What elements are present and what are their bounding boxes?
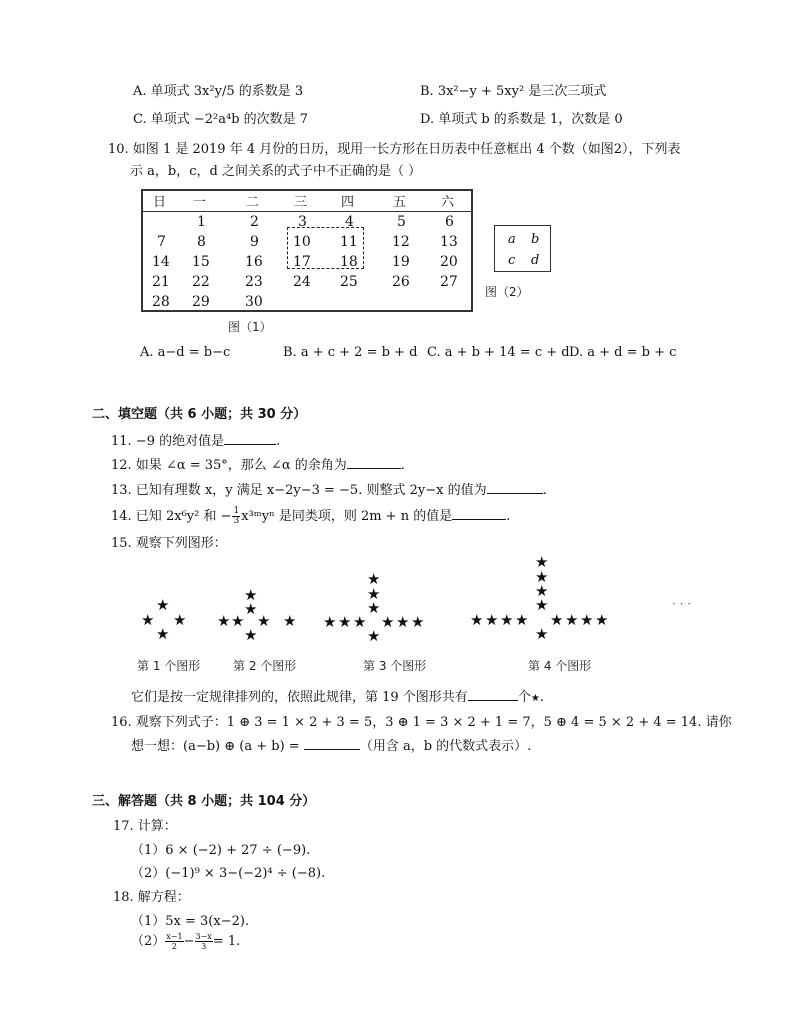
calendar-day: 8	[197, 234, 206, 250]
q15-text-c: 个	[517, 690, 531, 705]
calendar-day: 5	[397, 214, 406, 230]
calendar-header-cell: 日	[153, 195, 167, 210]
fig2-caption: 图（2）	[485, 285, 529, 299]
calendar-day: 6	[445, 214, 454, 230]
star-mark: ★	[244, 586, 258, 604]
q11-period: .	[276, 434, 281, 449]
star-mark: ★	[338, 613, 352, 631]
q11-text: 11. −9 的绝对值是	[111, 434, 225, 449]
calendar-day: 2	[250, 214, 259, 230]
q18-part2-rhs: = 1.	[212, 934, 241, 949]
star-mark: ★	[381, 613, 395, 631]
q15-period: .	[539, 690, 544, 705]
q14-period: .	[506, 509, 511, 524]
q10-text-line2: 示 a，b，c，d 之间关系的式子中不正确的是（ ）	[130, 164, 422, 179]
section2-title: 二、填空题（共 6 小题；共 30 分）	[92, 407, 307, 422]
fig2-letter-a: a	[508, 232, 516, 247]
calendar-header-cell: 六	[441, 195, 455, 210]
q14-text-b: x³ᵐyⁿ 是同类项，则 2m + n 的值是	[241, 509, 453, 524]
q15-line2	[131, 686, 544, 705]
q18-f2-num: 3−x	[195, 932, 212, 941]
star-mark: ★	[367, 599, 381, 617]
calendar-day: 13	[440, 234, 458, 250]
q14-text-a: 14. 已知 2x⁶y² 和 −	[111, 509, 232, 524]
calendar-day: 10	[293, 234, 311, 250]
q18-fraction-1	[165, 932, 183, 951]
calendar-day: 7	[157, 234, 166, 250]
calendar-day: 3	[298, 214, 307, 230]
figure-caption-2: 第 2 个图形	[233, 659, 297, 673]
figure-caption-3: 第 3 个图形	[363, 659, 427, 673]
calendar-day: 11	[340, 234, 358, 250]
star-mark: ★	[500, 611, 514, 629]
q15-text: 15. 观察下列图形：	[111, 536, 227, 551]
calendar-day: 19	[392, 254, 410, 270]
calendar-day: 25	[340, 274, 358, 290]
calendar-day: 21	[152, 274, 170, 290]
calendar-day: 26	[392, 274, 410, 290]
q18-f1-den: 2	[171, 942, 177, 951]
star-mark: ★	[535, 582, 549, 600]
star-mark: ★	[485, 611, 499, 629]
q10-option-b: B. a + c + 2 = b + d	[283, 345, 418, 360]
q12-line	[111, 454, 405, 473]
q10-option-a: A. a−d = b−c	[140, 345, 231, 360]
calendar-header-cell: 五	[393, 195, 407, 210]
q9-option-c: C. 单项式 −2²a⁴b 的次数是 7	[133, 112, 309, 127]
fig1-caption: 图（1）	[228, 320, 272, 334]
figure-caption-4: 第 4 个图形	[528, 659, 592, 673]
figure-ellipsis: · · ·	[672, 597, 692, 611]
q13-text: 13. 已知有理数 x，y 满足 x−2y−3 = −5. 则整式 2y−x 的值为	[111, 483, 487, 498]
star-mark: ★	[323, 613, 337, 631]
section3-title: 三、解答题（共 8 小题；共 104 分）	[92, 794, 316, 809]
star-mark: ★	[565, 611, 579, 629]
q9-option-b: B. 3x²−y + 5xy² 是三次三项式	[420, 84, 607, 99]
q18-minus: −	[183, 934, 195, 949]
q11-blank	[224, 432, 276, 445]
q15-blank	[468, 688, 518, 701]
fig2-letter-c: c	[508, 253, 516, 268]
calendar-day: 15	[192, 254, 210, 270]
star-mark: ★	[580, 611, 594, 629]
star-mark: ★	[244, 600, 258, 618]
q13-blank	[487, 481, 543, 494]
star-mark: ★	[257, 612, 271, 630]
calendar-header-cell: 二	[246, 195, 260, 210]
q16-line2	[131, 735, 531, 754]
q13-period: .	[542, 483, 547, 498]
star-mark: ★	[156, 625, 170, 643]
calendar-day: 18	[340, 254, 358, 270]
calendar-day: 9	[250, 234, 259, 250]
calendar-day: 27	[440, 274, 458, 290]
q18-fraction-2	[195, 932, 213, 951]
q18-f1-num: x−1	[166, 932, 183, 941]
fig2-letter-d: d	[531, 253, 540, 268]
q9-option-a: A. 单项式 3x²y/5 的系数是 3	[133, 84, 304, 99]
q14-frac-den: 3	[233, 516, 240, 526]
star-mark: ★	[156, 596, 170, 614]
q10-option-d: D. a + d = b + c	[569, 345, 677, 360]
q18-part2	[131, 930, 240, 951]
calendar-day: 20	[440, 254, 458, 270]
star-mark: ★	[470, 611, 484, 629]
q12-blank	[347, 456, 401, 469]
q16-text-line1: 16. 观察下列式子：1 ⊕ 3 = 1 × 2 + 3 = 5，3 ⊕ 1 = 3 × 2 + 1 = 7，5 ⊕ 4 = 5 × 2 + 4 = 14. 请你	[111, 715, 732, 730]
calendar-day: 4	[345, 214, 354, 230]
q14-blank	[452, 507, 506, 520]
star-mark: ★	[367, 585, 381, 603]
star-mark: ★	[353, 613, 367, 631]
calendar-day: 30	[245, 294, 263, 310]
calendar-day: 14	[152, 254, 170, 270]
q17-part2: （2）(−1)⁹ × 3−(−2)⁴ ÷ (−8).	[131, 866, 326, 881]
q11-line	[111, 430, 280, 449]
star-mark: ★	[535, 625, 549, 643]
star-mark: ★	[595, 611, 609, 629]
q18-part1: （1）5x = 3(x−2).	[131, 914, 250, 929]
star-mark: ★	[411, 613, 425, 631]
star-mark: ★	[244, 626, 258, 644]
star-mark: ★	[367, 570, 381, 588]
calendar-day: 29	[192, 294, 210, 310]
q12-text: 12. 如果 ∠α = 35°，那么 ∠α 的余角为	[111, 458, 347, 473]
star-mark: ★	[515, 611, 529, 629]
q13-line	[111, 479, 547, 498]
star-mark: ★	[217, 612, 231, 630]
q16-blank	[304, 737, 360, 750]
calendar-day: 24	[293, 274, 311, 290]
q16-text-b: 想一想：(a−b) ⊕ (a + b) =	[131, 739, 300, 754]
fig2-letter-b: b	[531, 232, 540, 247]
calendar-day: 16	[245, 254, 263, 270]
calendar-header-cell: 一	[193, 195, 207, 210]
star-mark: ★	[283, 612, 297, 630]
q17-title: 17. 计算：	[113, 819, 177, 834]
star-mark: ★	[141, 611, 155, 629]
star-icon: ★	[530, 693, 540, 704]
q10-option-c: C. a + b + 14 = c + d	[427, 345, 570, 360]
star-mark: ★	[231, 612, 245, 630]
q9-option-d: D. 单项式 b 的系数是 1，次数是 0	[420, 112, 623, 127]
calendar-day: 22	[192, 274, 210, 290]
q17-part1: （1）6 × (−2) + 27 ÷ (−9).	[131, 843, 311, 858]
fig2-box	[494, 225, 551, 272]
star-mark: ★	[535, 568, 549, 586]
q12-period: .	[400, 458, 405, 473]
q16-text-c: （用含 a，b 的代数式表示）.	[359, 739, 532, 754]
star-mark: ★	[173, 611, 187, 629]
calendar-selection-box	[287, 227, 364, 269]
calendar-day: 12	[392, 234, 410, 250]
calendar-day: 17	[293, 254, 311, 270]
q15-text-b: 它们是按一定规律排列的，依照此规律，第 19 个图形共有	[131, 690, 468, 705]
star-mark: ★	[367, 627, 381, 645]
star-mark: ★	[550, 611, 564, 629]
star-mark: ★	[535, 596, 549, 614]
q14-fraction	[232, 507, 240, 526]
star-mark: ★	[535, 553, 549, 571]
calendar-day: 23	[245, 274, 263, 290]
q14-line	[111, 505, 510, 526]
q10-text-line1: 10. 如图 1 是 2019 年 4 月份的日历，现用一长方形在日历表中任意框出 4 个数（如图2），下列表	[108, 142, 681, 157]
q18-f2-den: 3	[201, 942, 207, 951]
q18-part2-label: （2）	[131, 934, 166, 949]
q18-title: 18. 解方程：	[113, 890, 190, 905]
calendar-day: 1	[197, 214, 206, 230]
calendar-header-cell: 三	[294, 195, 308, 210]
star-mark: ★	[396, 613, 410, 631]
calendar-day: 28	[152, 294, 170, 310]
q14-frac-num: 1	[233, 506, 240, 516]
figure-caption-1: 第 1 个图形	[137, 659, 201, 673]
calendar-header-cell: 四	[341, 195, 355, 210]
